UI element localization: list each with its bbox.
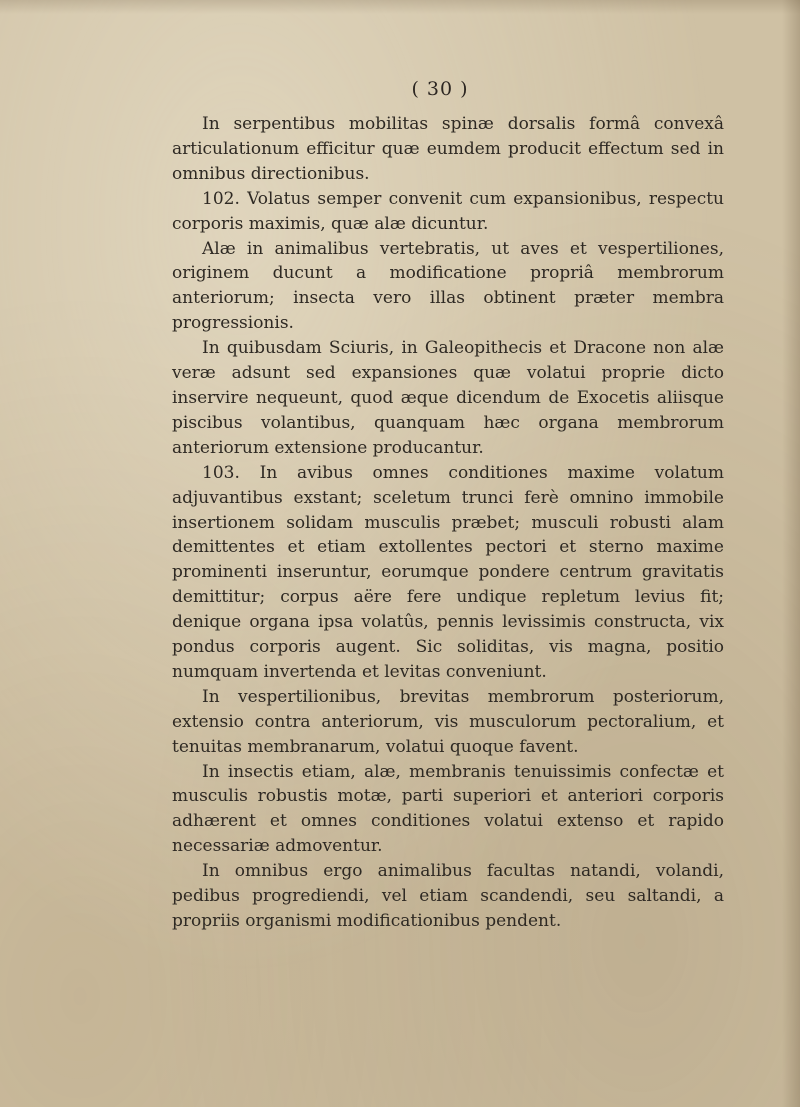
paragraph-vespertilionibus: In vespertilionibus, brevitas membrorum posteriorum, extensio contra anteriorum, vis musculorum pectoralium, et tenuitas membranarum, volatui quoque favent. (172, 686, 724, 757)
paragraph-103-avibus: 103. In avibus omnes conditiones maxime volatum adjuvantibus exstant; sceletum trunci ferè omnino immobile insertionem solidam musculis præbet; musculi robusti alam demittentes et etiam extollentes pectori et sterno maxime prominenti inseruntur, eorumque pondere centrum gravitatis demittitur; corpus aëre fere undique repletum levius fit; denique organa ipsa volatûs, pennis levissimis constructa, vix pondus corporis augent. Sic soliditas, vis magna, positio numquam invertenda et levitas conveniunt. (172, 462, 724, 682)
paragraph-omnibus: In omnibus ergo animalibus facultas natandi, volandi, pedibus progrediendi, vel etiam scandendi, seu saltandi, a propriis organismi modificationibus pendent. (172, 861, 724, 931)
page-top-shadow (0, 0, 800, 14)
paragraph-alae-vertebrates: Alæ in animalibus vertebratis, ut aves et vespertiliones, originem ducunt a modificatione propriâ membrorum anteriorum; insecta vero illas obtinent præter membra progressionis. (172, 238, 724, 334)
paragraph-insectis: In insectis etiam, alæ, membranis tenuissimis confectæ et musculis robustis motæ, parti superiori et anteriori corporis adhærent et omnes conditiones volatui extenso et rapido necessariæ admoventur. (172, 761, 724, 857)
paragraph-serpents: In serpentibus mobilitas spinæ dorsalis formâ convexâ articulationum efficitur quæ eumdem producit effectum sed in omnibus directionibus. (172, 114, 724, 184)
paragraph-102-volatus: 102. Volatus semper convenit cum expansionibus, respectu corporis maximis, quæ alæ dicuntur. (172, 188, 724, 234)
paragraph-sciuris: In quibusdam Sciuris, in Galeopithecis et Dracone non alæ veræ adsunt sed expansiones quæ volatui proprie dicto inservire nequeunt, quod æque dicendum de Exocetis aliisque piscibus volantibus, quanquam hæc organa membrorum anteriorum extensione producantur. (172, 338, 724, 458)
page-edge-shadow (782, 0, 800, 1107)
body-text (172, 112, 724, 934)
page-number: ( 30 ) (411, 78, 469, 100)
